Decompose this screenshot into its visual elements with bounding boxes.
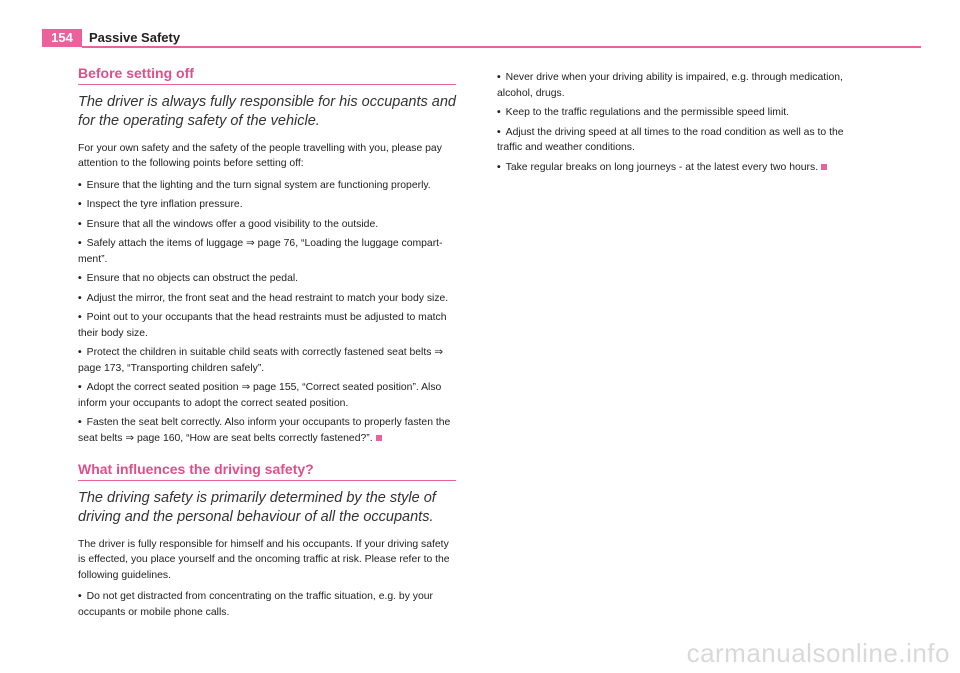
bullet-icon: • bbox=[78, 417, 82, 428]
section-lead: The driver is always fully responsible for his occupants and for the operating safety of the vehicle. bbox=[78, 93, 456, 129]
bullet-icon: • bbox=[78, 382, 82, 393]
bullet-icon: • bbox=[497, 72, 501, 83]
list-item bbox=[497, 70, 855, 101]
list-item bbox=[78, 345, 456, 376]
section-intro: For your own safety and the safety of the people travelling with you, please pay attention to the following points before setting off: bbox=[78, 142, 442, 169]
list-item-text: Keep to the traffic regulations and the permissible speed limit. bbox=[505, 107, 790, 118]
list-item bbox=[78, 217, 456, 233]
bullet-icon: • bbox=[497, 161, 501, 173]
section-heading-before-setting-off: Before setting off bbox=[78, 66, 456, 85]
section-lead: The driving safety is primarily determined by the style of driving and the personal behaviour of all the occupants. bbox=[78, 489, 436, 525]
list-item-text: Safely attach the items of luggage ⇒ page 76, “Loading the luggage compart-ment”. bbox=[78, 238, 443, 265]
list-item bbox=[78, 415, 456, 446]
section-end-icon bbox=[376, 435, 382, 441]
list-item bbox=[497, 105, 855, 121]
list-item-text: Adjust the driving speed at all times to the road condition as well as to the traffic and weather conditions. bbox=[497, 126, 844, 153]
header-rule bbox=[82, 46, 921, 48]
watermark: carmanualsonline.info bbox=[686, 638, 950, 668]
running-title: Passive Safety bbox=[89, 30, 181, 45]
list-item-text: Point out to your occupants that the head restraints must be adjusted to match their body size. bbox=[78, 312, 447, 339]
list-item-text: Protect the children in suitable child seats with correctly fastened seat belts ⇒ page 173, “Transporting children safely”. bbox=[78, 347, 444, 374]
list-item-text: Adjust the mirror, the front seat and the head restraint to match your body size. bbox=[86, 292, 449, 304]
bullet-icon: • bbox=[78, 273, 82, 284]
page-header bbox=[0, 0, 960, 50]
list-item bbox=[78, 197, 456, 213]
bullet-icon: • bbox=[78, 179, 82, 191]
list-item bbox=[78, 271, 456, 287]
bullet-icon: • bbox=[78, 238, 82, 249]
bullet-icon: • bbox=[78, 312, 82, 323]
list-item-text: Ensure that the lighting and the turn signal system are functioning properly. bbox=[86, 179, 431, 191]
list-item-text: Ensure that no objects can obstruct the pedal. bbox=[86, 273, 299, 284]
list-item bbox=[78, 236, 456, 267]
bullet-icon: • bbox=[78, 347, 82, 358]
section-intro: The driver is fully responsible for himself and his occupants. If your driving safety is effected, you place yourself and the oncoming traffic at risk. Please refer to the following guidelines. bbox=[78, 538, 450, 581]
bullet-icon: • bbox=[78, 218, 82, 230]
list-item bbox=[497, 125, 855, 156]
list-item-text: Never drive when your driving ability is impaired, e.g. through medication, alcohol, drugs. bbox=[497, 72, 843, 99]
list-item-text: Do not get distracted from concentrating on the traffic situation, e.g. by your occupants or mobile phone calls. bbox=[78, 591, 433, 618]
bullet-icon: • bbox=[78, 591, 82, 602]
list-item-text: Ensure that all the windows offer a good visibility to the outside. bbox=[86, 218, 379, 230]
list-item bbox=[78, 178, 456, 194]
bullet-icon: • bbox=[78, 199, 82, 210]
section-heading-driving-safety: What influences the driving safety? bbox=[78, 462, 456, 481]
list-item bbox=[78, 310, 456, 341]
page-number-badge: 154 bbox=[42, 29, 82, 47]
right-column bbox=[497, 70, 855, 179]
bullet-icon: • bbox=[497, 107, 501, 118]
bullet-icon: • bbox=[78, 292, 82, 304]
list-item bbox=[497, 160, 855, 176]
list-item-text: Adopt the correct seated position ⇒ page 155, “Correct seated position”. Also inform your occupants to adopt the correct seated position. bbox=[78, 382, 442, 409]
list-item bbox=[78, 380, 456, 411]
section-end-icon bbox=[821, 164, 827, 170]
list-item bbox=[78, 291, 456, 307]
list-item-text: Take regular breaks on long journeys - at the latest every two hours. bbox=[505, 161, 819, 173]
list-item-text: Inspect the tyre inflation pressure. bbox=[86, 199, 243, 210]
bullet-icon: • bbox=[497, 126, 501, 138]
list-item bbox=[78, 589, 456, 620]
list-item-text: Fasten the seat belt correctly. Also inform your occupants to properly fasten the seat belts ⇒ page 160, “How are seat belts correctly fastened?”. bbox=[78, 417, 451, 444]
left-column bbox=[78, 66, 456, 624]
